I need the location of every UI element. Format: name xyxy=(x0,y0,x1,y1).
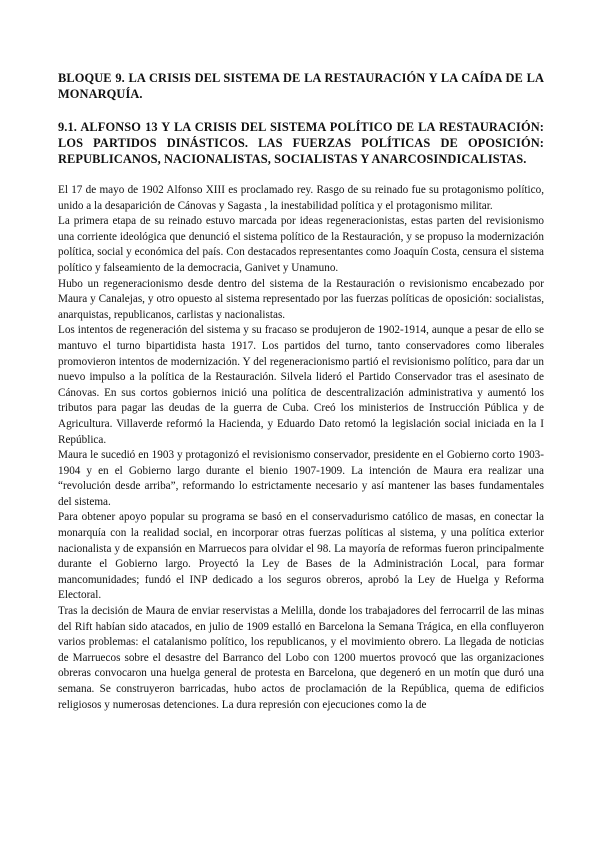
document-title: BLOQUE 9. LA CRISIS DEL SISTEMA DE LA RESTAURACIÓN Y LA CAÍDA DE LA MONARQUÍA. xyxy=(58,71,544,101)
document-body xyxy=(58,183,544,713)
paragraph: Maura le sucedió en 1903 y protagonizó el revisionismo conservador, presidente en el Gobierno corto 1903-1904 y en el Gobierno largo durante el bienio 1907-1909. La intención de Maura era realizar una “revolución desde arriba”, reformando lo estrictamente necesario y así mantener las bases fundamentales del sistema. xyxy=(58,449,544,508)
paragraph: Hubo un regeneracionismo desde dentro del sistema de la Restauración o revisionismo encabezado por Maura y Canalejas, y otro opuesto al sistema representado por las fuerzas políticas de oposición: socialistas, anarquistas, republicanos, carlistas y nacionalistas. xyxy=(58,277,544,321)
section-subtitle: 9.1. ALFONSO 13 Y LA CRISIS DEL SISTEMA POLÍTICO DE LA RESTAURACIÓN: LOS PARTIDOS DINÁSTICOS. LAS FUERZAS POLÍTICAS DE OPOSICIÓN: REPUBLICANOS, NACIONALISTAS, SOCIALISTAS Y ANARCOSINDICALISTAS. xyxy=(58,120,544,166)
document-page xyxy=(58,70,544,713)
paragraph: El 17 de mayo de 1902 Alfonso XIII es proclamado rey. Rasgo de su reinado fue su protagonismo político, unido a la desaparición de Cánovas y Sagasta , la inestabilidad política y el protagonismo militar. xyxy=(58,184,544,212)
paragraph: La primera etapa de su reinado estuvo marcada por ideas regeneracionistas, estas parten del revisionismo una corriente ideológica que denunció el sistema político de la Restauración, y se propuso la modernización política, social y económica del país. Con destacados representantes como Joaquín Costa, censura el sistema político y falseamiento de la democracia, Ganivet y Unamuno. xyxy=(58,215,544,274)
paragraph: Los intentos de regeneración del sistema y su fracaso se produjeron de 1902-1914, aunque a pesar de ello se mantuvo el turno bipartidista hasta 1917. Los partidos del turno, tanto conservadores como liberales promovieron intentos de modernización. Y del regeneracionismo partió el revisionismo político, para dar un nuevo impulso a la política de la Restauración. Silvela lideró el Partido Conservador tras el asesinato de Cánovas. En sus cortos gobiernos inició una política de descentralización administrativa y aumentó los tributos para pagar las deudas de la guerra de Cuba. Creó los ministerios de Instrucción Pública y de Agricultura. Villaverde reformó la Hacienda, y Eduardo Dato retomó la legislación social iniciada en la I República. xyxy=(58,324,544,446)
paragraph: Para obtener apoyo popular su programa se basó en el conservadurismo católico de masas, en conectar la monarquía con la realidad social, en incorporar otras fuerzas políticas al sistema, y una política exterior nacionalista y de expansión en Marruecos para olvidar el 98. La mayoría de reformas fueron principalmente durante el Gobierno largo. Proyectó la Ley de Bases de la Administración Local, para formar mancomunidades; fundó el INP dedicado a los seguros obreros, aprobó la Ley de Huelga y Reforma Electoral. xyxy=(58,511,544,602)
paragraph: Tras la decisión de Maura de enviar reservistas a Melilla, donde los trabajadores del ferrocarril de las minas del Rift habían sido atacados, en julio de 1909 estalló en Barcelona la Semana Trágica, en ella confluyeron varios problemas: el catalanismo político, los republicanos, y el movimiento obrero. La llegada de noticias de Marruecos sobre el desastre del Barranco del Lobo con 1200 muertos provocó que las organizaciones obreras convocaron una huelga general de protesta en Barcelona, que degeneró en un motín que duró una semana. Se construyeron barricadas, hubo actos de proclamación de la República, quema de edificios religiosos y numerosas detenciones. La dura represión con ejecuciones como la de xyxy=(58,605,544,711)
